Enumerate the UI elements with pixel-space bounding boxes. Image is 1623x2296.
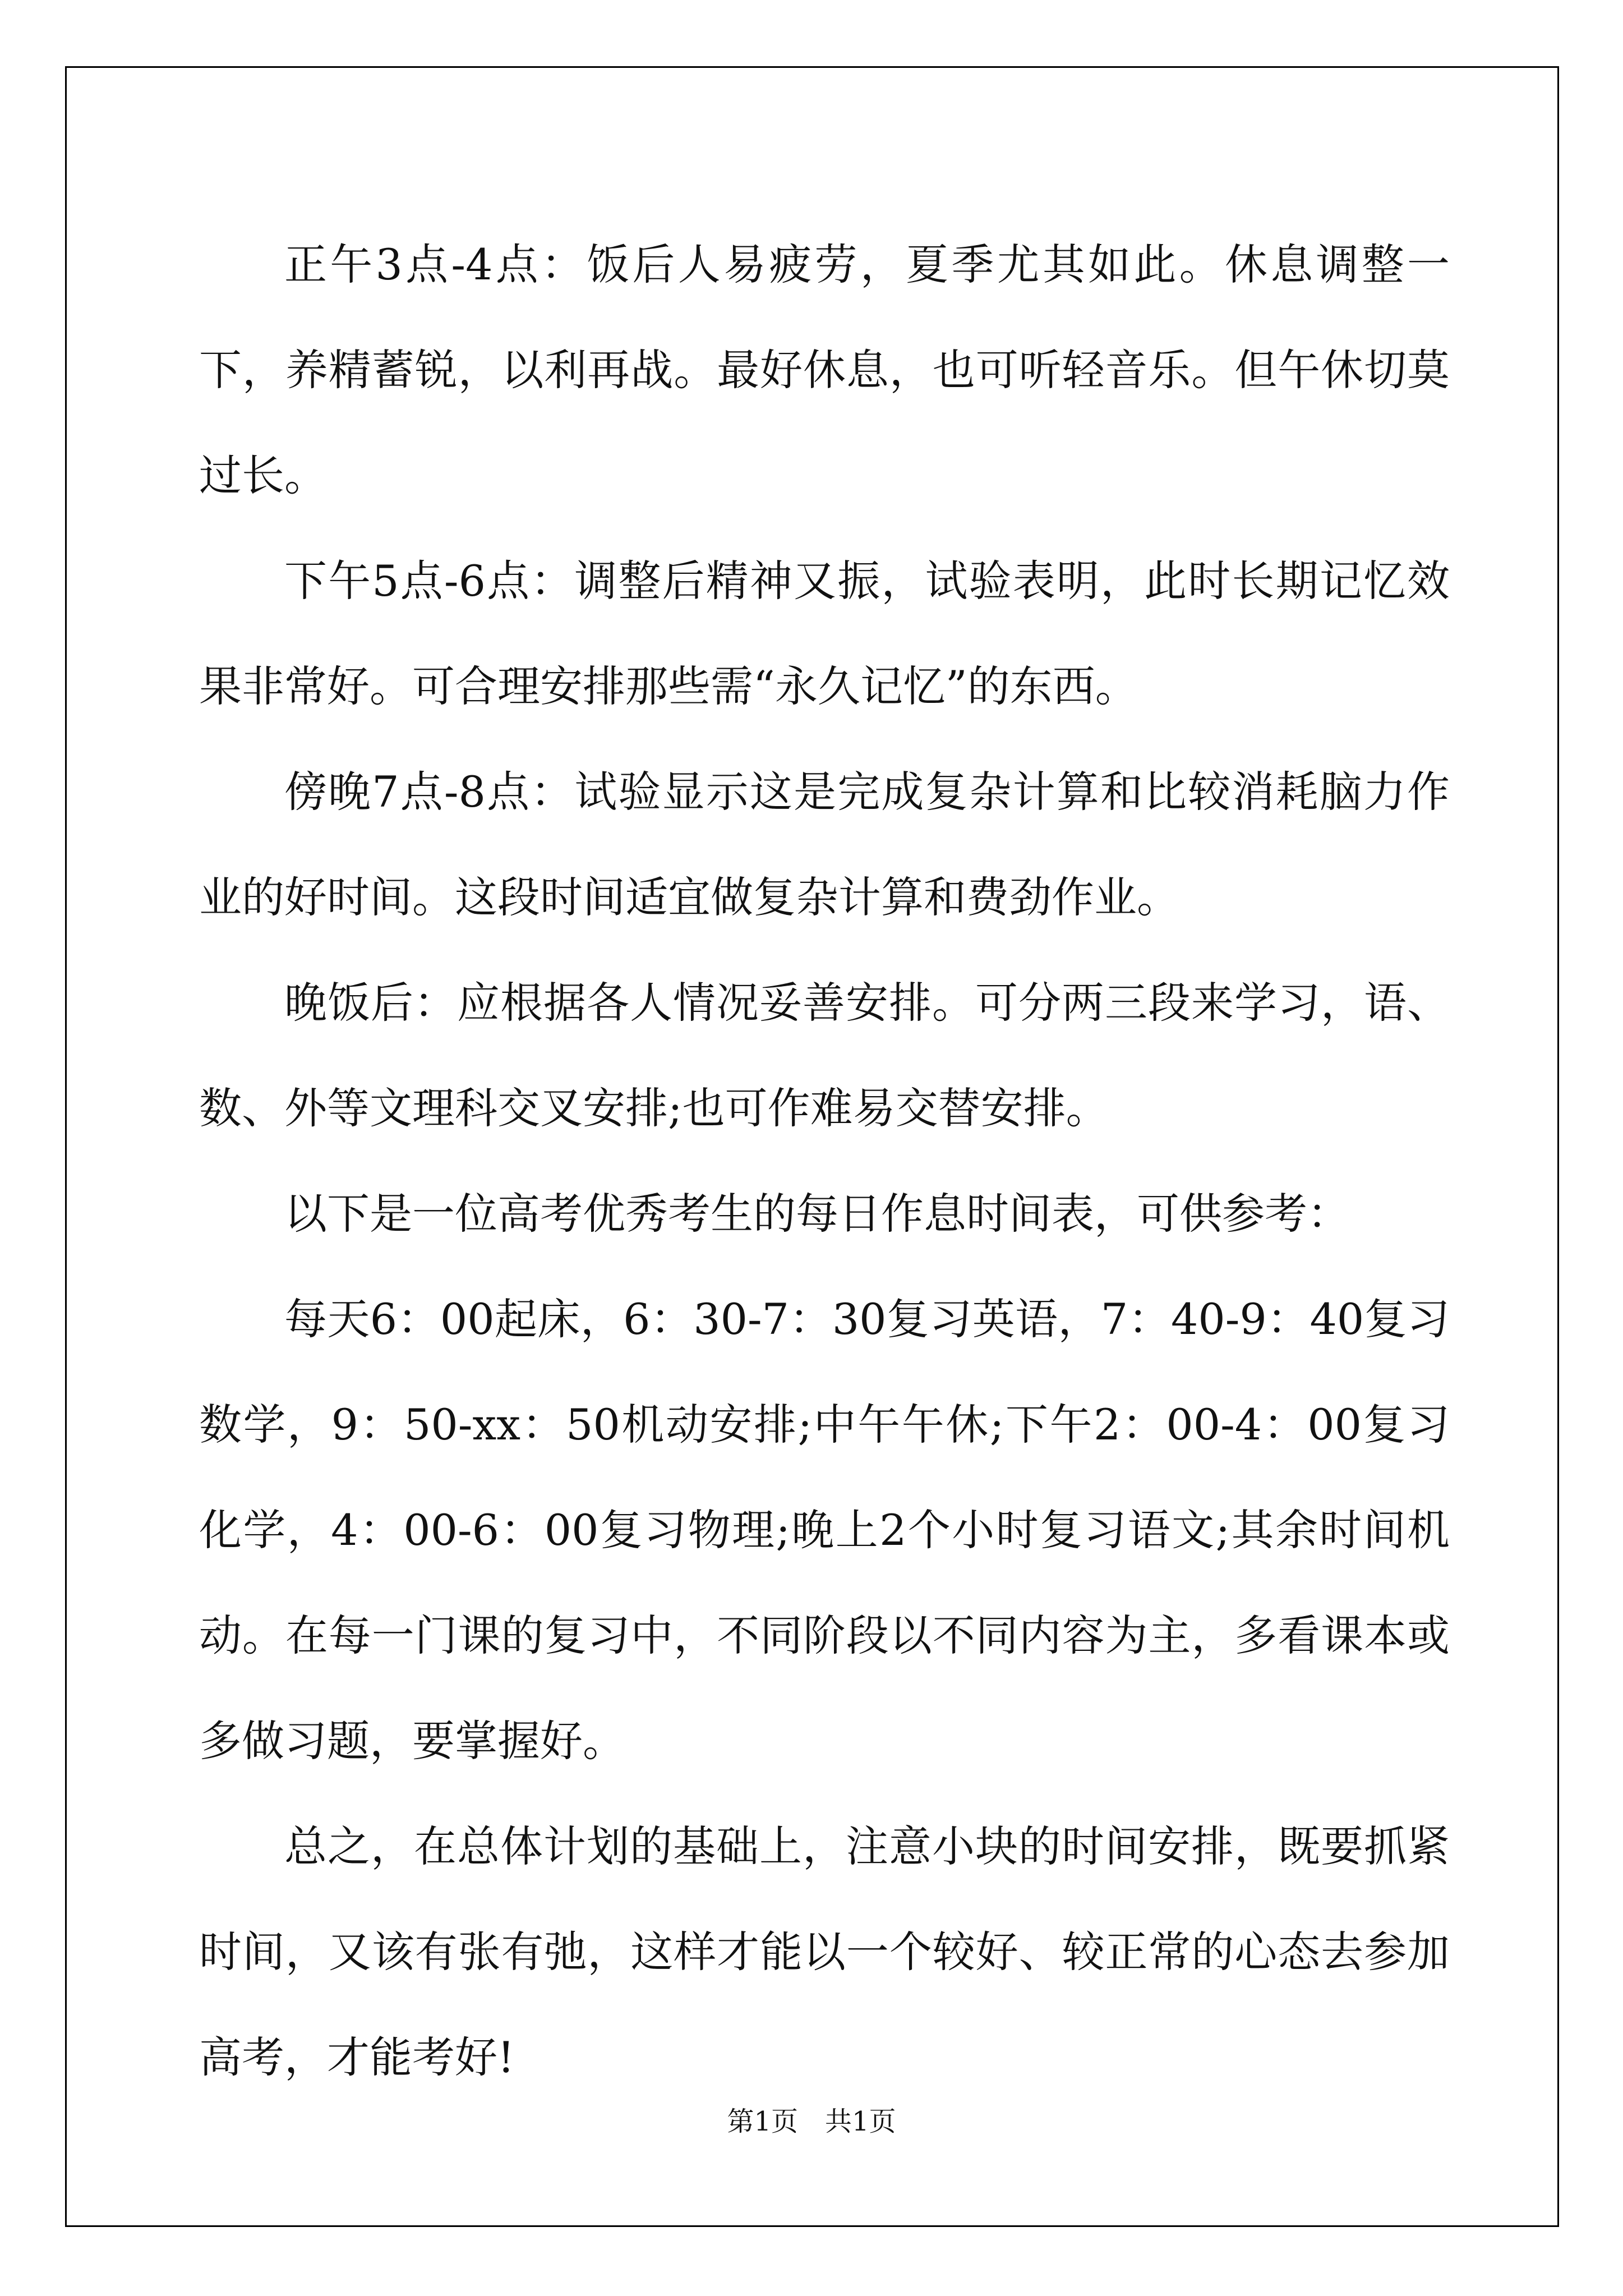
page-footer: [0, 2105, 1623, 2138]
paragraph: 总之，在总体计划的基础上，注意小块的时间安排，既要抓紧时间，又该有张有弛，这样才能以一个较好、较正常的心态去参加高考，才能考好!: [199, 1821, 1450, 2082]
document-body: [199, 212, 1450, 2110]
paragraph: 正午3点-4点：饭后人易疲劳，夏季尤其如此。休息调整一下，养精蓄锐，以利再战。最好休息，也可听轻音乐。但午休切莫过长。: [199, 240, 1450, 500]
paragraph: 下午5点-6点：调整后精神又振，试验表明，此时长期记忆效果非常好。可合理安排那些需“永久记忆”的东西。: [199, 556, 1450, 711]
paragraph: 晚饭后：应根据各人情况妥善安排。可分两三段来学习，语、数、外等文理科交叉安排;也可作难易交替安排。: [199, 978, 1450, 1133]
paragraph: 每天6：00起床，6：30-7：30复习英语，7：40-9：40复习数学，9：50-xx：50机动安排;中午午休;下午2：00-4：00复习化学，4：00-6：00复习物理;晚上2个小时复习语文;其余时间机动。在每一门课的复习中，不同阶段以不同内容为主，多看课本或多做习题，要掌握好。: [199, 1294, 1450, 1766]
page-number-label: 第1页 共1页: [727, 2106, 896, 2137]
paragraph: 以下是一位高考优秀考生的每日作息时间表，可供参考：: [284, 1189, 1350, 1239]
paragraph: 傍晚7点-8点：试验显示这是完成复杂计算和比较消耗脑力作业的好时间。这段时间适宜做复杂计算和费劲作业。: [199, 767, 1450, 922]
